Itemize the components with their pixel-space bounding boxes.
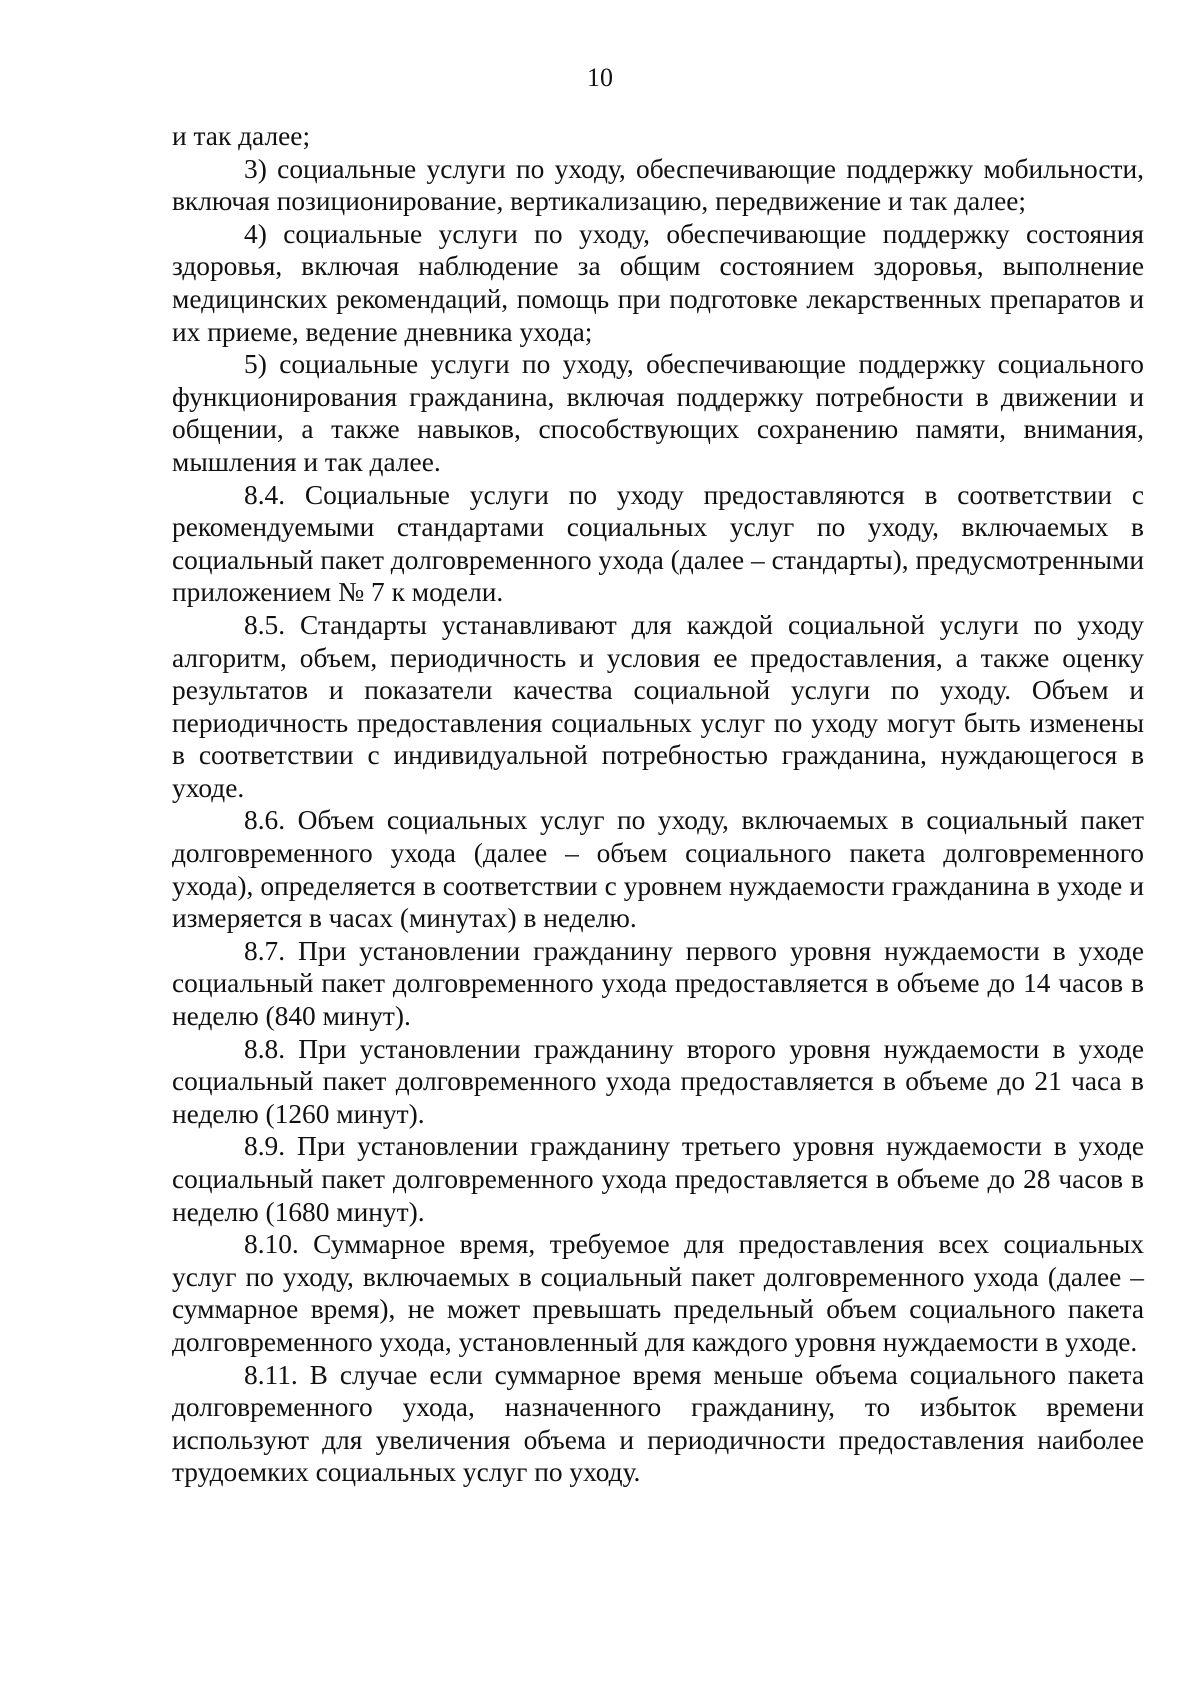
paragraph-continuation: и так далее; xyxy=(172,121,311,151)
list-item-4: 4) социальные услуги по уходу, обеспечивающие поддержку состояния здоровья, включая наблюдение за общим состоянием здоровья, выполнение медицинских рекомендаций, помощь при подготовке лекарственных препаратов и их приеме, ведение дневника ухода; xyxy=(172,218,1144,347)
document-body xyxy=(172,120,1144,1489)
clause-8-8: 8.8. При установлении гражданину второго уровня нуждаемости в уходе социальный пакет долговременного ухода предоставляется в объеме до 21 часа в неделю (1260 минут). xyxy=(172,1033,1144,1129)
clause-8-6: 8.6. Объем социальных услуг по уходу, включаемых в социальный пакет долговременного ухода (далее – объем социального пакета долговременного ухода), определяется в соответствии с уровнем нуждаемости гражданина в уходе и измеряется в часах (минутах) в неделю. xyxy=(172,805,1144,934)
clause-8-4: 8.4. Социальные услуги по уходу предоставляются в соответствии с рекомендуемыми стандартами социальных услуг по уходу, включаемых в социальный пакет долговременного ухода (далее – стандарты), предусмотренными приложением № 7 к модели. xyxy=(172,479,1144,608)
list-item-3: 3) социальные услуги по уходу, обеспечивающие поддержку мобильности, включая позиционирование, вертикализацию, передвижение и так далее; xyxy=(172,153,1144,217)
clause-8-11: 8.11. В случае если суммарное время меньше объема социального пакета долговременного ухода, назначенного гражданину, то избыток времени используют для увеличения объема и периодичности предоставления наиболее трудоемких социальных услуг по уходу. xyxy=(172,1359,1144,1488)
page-number: 10 xyxy=(587,63,613,92)
clause-8-9: 8.9. При установлении гражданину третьего уровня нуждаемости в уходе социальный пакет долговременного ухода предоставляется в объеме до 28 часов в неделю (1680 минут). xyxy=(172,1131,1144,1227)
clause-8-10: 8.10. Суммарное время, требуемое для предоставления всех социальных услуг по уходу, включаемых в социальный пакет долговременного ухода (далее – суммарное время), не может превышать предельный объем социального пакета долговременного ухода, установленный для каждого уровня нуждаемости в уходе. xyxy=(172,1229,1144,1357)
list-item-5: 5) социальные услуги по уходу, обеспечивающие поддержку социального функционирования гражданина, включая поддержку потребности в движении и общении, а также навыков, способствующих сохранению памяти, внимания, мышления и так далее. xyxy=(172,349,1144,477)
clause-8-5: 8.5. Стандарты устанавливают для каждой социальной услуги по уходу алгоритм, объем, периодичность и условия ее предоставления, а также оценку результатов и показатели качества социальной услуги по уходу. Объем и периодичность предоставления социальных услуг по уходу могут быть изменены в соответствии с индивидуальной потребностью гражданина, нуждающегося в уходе. xyxy=(172,609,1144,803)
clause-8-7: 8.7. При установлении гражданину первого уровня нуждаемости в уходе социальный пакет долговременного ухода предоставляется в объеме до 14 часов в неделю (840 минут). xyxy=(172,935,1144,1032)
